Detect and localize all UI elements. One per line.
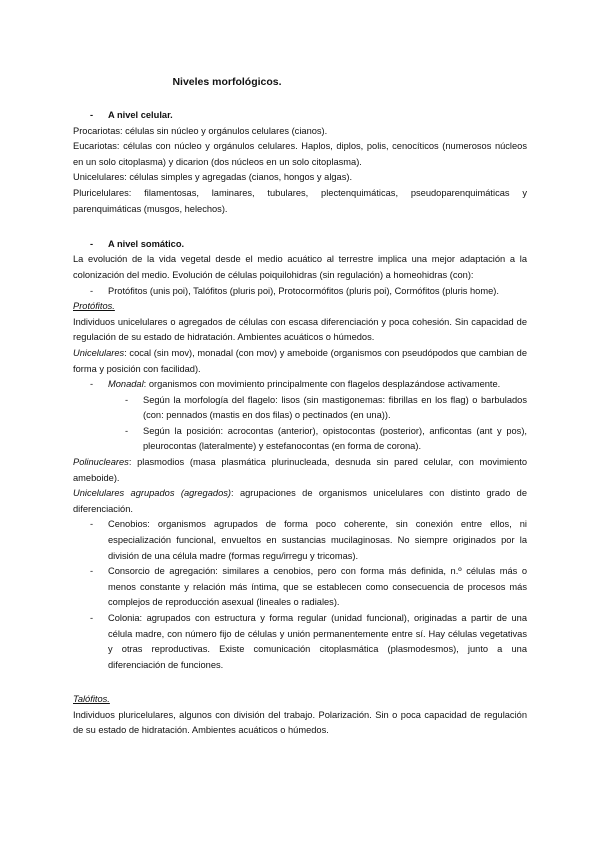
list-item [73, 424, 527, 455]
list-item [73, 284, 527, 300]
term-label: Polinucleares [73, 457, 129, 468]
section-heading-celular [73, 108, 527, 124]
list-dash: - [90, 566, 94, 577]
term-label: Unicelulares [73, 347, 125, 358]
list-dash: - [90, 110, 94, 120]
section-title: A nivel somático. [108, 238, 185, 249]
list-dash: - [90, 285, 94, 296]
section-heading-somatico [73, 237, 527, 253]
list-item-text: Según la posición: acrocontas (anterior), opistocontas (posterior), anficontas (ant y pos), pleurocontas (lateralmente) y estefanocontas (en forma de corona). [143, 425, 527, 452]
paragraph: Unicelulares: células simples y agregadas (cianos, hongos y algas). [73, 172, 353, 183]
list-dash: - [90, 379, 94, 390]
term-text: : plasmodios (masa plasmática plurinucleada, desnuda sin pared celular, con movimiento ameboide). [73, 457, 527, 483]
paragraph [73, 346, 527, 377]
list-item-text: Consorcio de agregación: similares a cenobios, pero con forma más definida, n.º células más o menos constante y relación más íntima, que se establecen como consecuencia de procesos más complejos de reproducción asexual (lineales o radiales). [108, 566, 527, 608]
list-item-text: Según la morfología del flagelo: lisos (sin mastigonemas: fibrillas en los flag) o barbulados (con: pennados (mastis en dos filas) o pectinados (en una)). [143, 394, 527, 421]
term-label: Unicelulares agrupados (agregados) [73, 488, 231, 499]
term-text: : organismos con movimiento principalmente con flagelos desplazándose activamente. [143, 379, 501, 390]
list-dash: - [90, 613, 94, 623]
paragraph [73, 486, 527, 517]
list-dash: - [90, 519, 94, 530]
list-item [73, 377, 527, 393]
paragraph: Individuos pluricelulares, algunos con división del trabajo. Polarización. Sin o poca capacidad de regulación de su estado de hidratación. Ambientes acuáticos o húmedos. [73, 709, 527, 736]
paragraph: Procariotas: células sin núcleo y orgánulos celulares (cianos). [73, 125, 328, 136]
list-item [73, 517, 527, 564]
list-item-text: Colonia: agrupados con estructura y forma regular (unidad funcional), originadas a partir de una célula madre, con número fijo de células y unión permanentemente entre sí. Hay células vegetativas y otras reproductivas. Existe comunicación citoplasmática (plasmodesmos), junto a una diferenciación de funciones. [108, 613, 527, 670]
document-body [73, 108, 527, 739]
term-label: Monadal [108, 379, 144, 390]
page-title: Niveles morfológicos. [172, 76, 282, 88]
term-text: : agrupaciones de organismos unicelulares con distinto grado de diferenciación. [73, 488, 527, 514]
list-item [73, 393, 527, 424]
subsection-heading-protofitos: Protófitos. [73, 301, 115, 312]
paragraph [73, 455, 527, 486]
list-dash: - [90, 238, 94, 249]
list-item-text: Protófitos (unis poi), Talófitos (pluris poi), Protocormófitos (pluris poi), Cormófitos (pluris home). [108, 285, 499, 296]
list-item [73, 564, 527, 611]
list-dash: - [125, 425, 129, 436]
list-dash: - [125, 394, 129, 405]
subsection-heading-talofitos: Talófitos. [73, 693, 110, 704]
paragraph: Pluricelulares: filamentosas, laminares, tubulares, plectenquimáticas, pseudoparenquimáticas y parenquimáticas (musgos, helechos). [73, 187, 527, 214]
list-item [73, 611, 527, 673]
list-item-text: Cenobios: organismos agrupados de forma poco coherente, sin conexión entre ellos, ni especialización funcional, envueltos en sustancias mucilaginosas. No siempre originados por la división de una célula madre (formas regu/irregu y tricomas). [108, 519, 527, 561]
paragraph: Individuos unicelulares o agregados de células con escasa diferenciación y poca cohesión. Sin capacidad de regulación de su estado de hidratación. Ambientes acuáticos o húmedos. [73, 316, 527, 343]
paragraph: Eucariotas: células con núcleo y orgánulos celulares. Haplos, diplos, polis, cenocíticos (numerosos núcleos en un solo citoplasma) y dicarion (dos núcleos en un solo citoplasma). [73, 141, 527, 167]
paragraph: La evolución de la vida vegetal desde el medio acuático al terrestre implica una mejor adaptación a la colonización del medio. Evolución de células poiquilohidras (sin regulación) a homeohidras (con): [73, 254, 527, 280]
term-text: : cocal (sin mov), monadal (con mov) y ameboide (organismos con pseudópodos que cambian de forma y posición con facilidad). [73, 347, 527, 374]
section-title: A nivel celular. [108, 110, 173, 120]
